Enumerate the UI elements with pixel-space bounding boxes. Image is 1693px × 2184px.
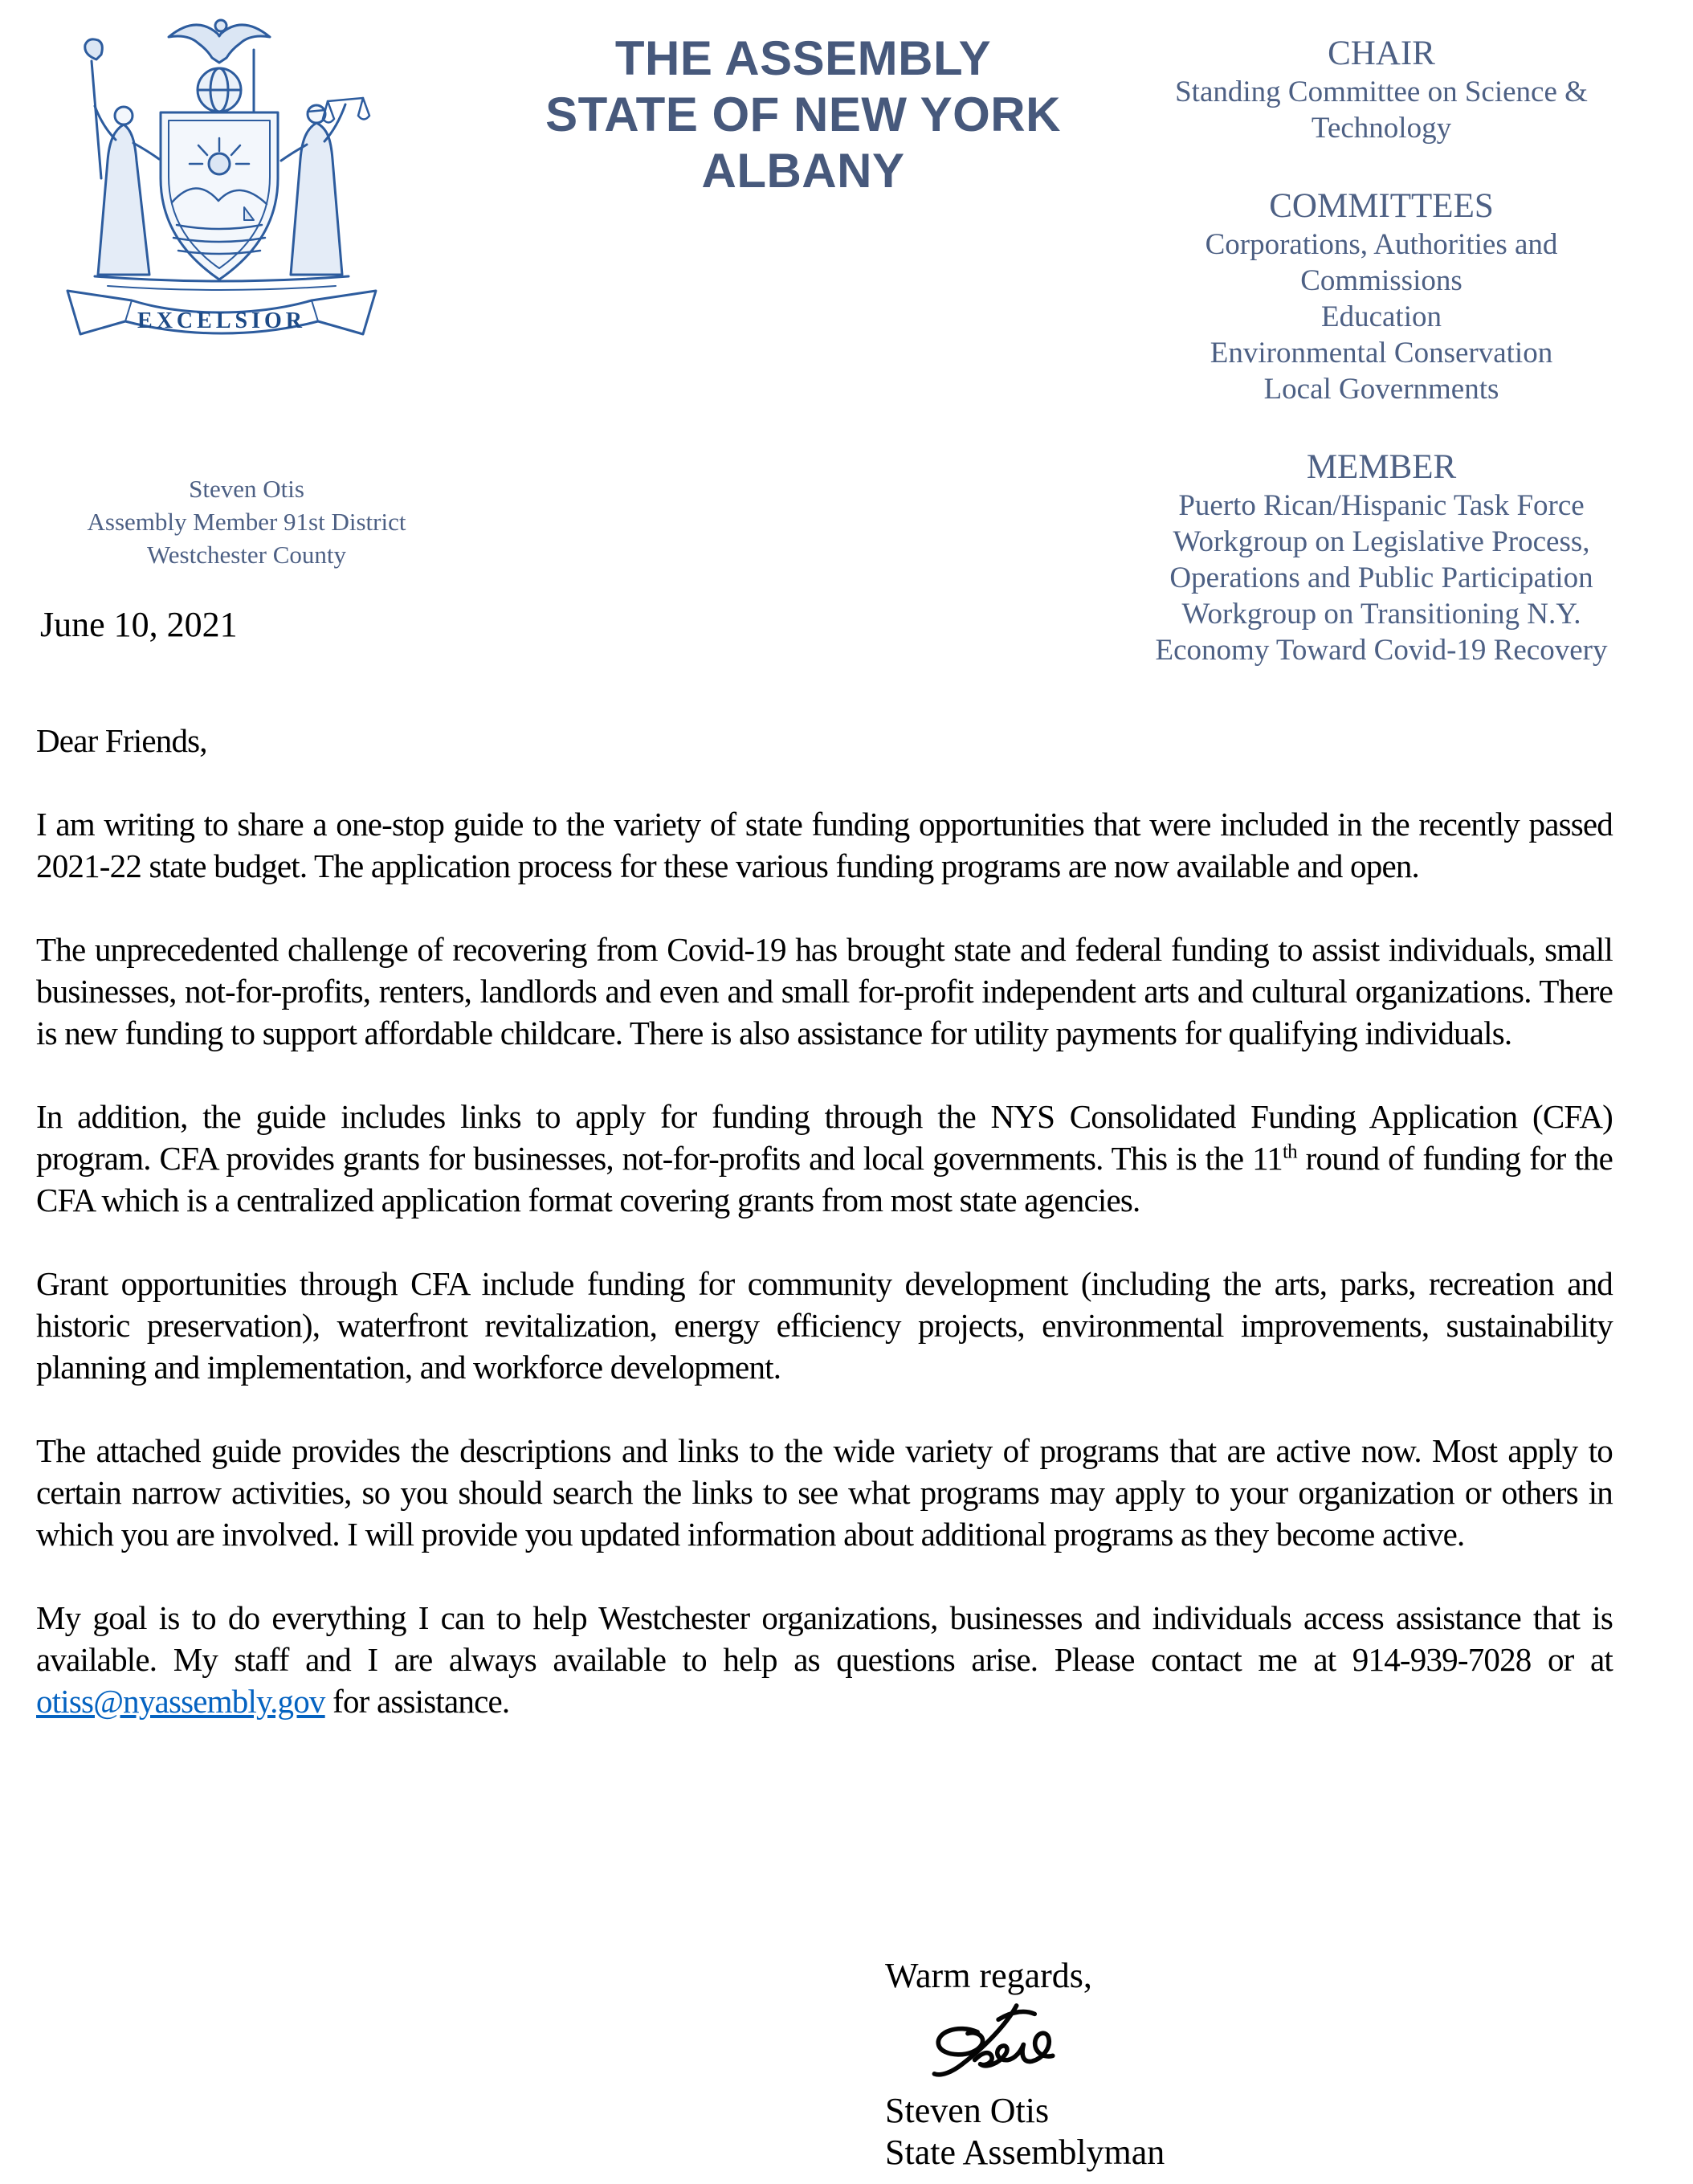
liberty-cap (85, 39, 103, 59)
title-line-albany: ALBANY (701, 144, 905, 198)
committee-line: Education (1320, 300, 1442, 333)
chair-line: Standing Committee on Science & (1175, 76, 1588, 108)
member-info-block (70, 472, 423, 571)
liberty-figure (115, 107, 133, 125)
member-line: Economy Toward Covid-19 Recovery (1155, 634, 1608, 667)
member-line: Puerto Rican/Hispanic Task Force (1178, 489, 1585, 522)
member-line: Workgroup on Legislative Process, (1173, 525, 1590, 558)
member-name: Steven Otis (189, 475, 304, 503)
member-district: Assembly Member 91st District (87, 508, 406, 536)
paragraph-5: The attached guide provides the descriptions and links to the wide variety of programs that are active now. Most apply to certain narrow activities, so you should search the links to see what programs may apply to your organization or others in which you are involved. I will provide you updated information about additional programs as they become active. (36, 1432, 1613, 1553)
paragraph-4: Grant opportunities through CFA include funding for community development (including the arts, parks, recreation and historic preservation), waterfront revitalization, energy efficiency projects, environmental improvements, sustainability planning and implementation, and workforce development. (36, 1265, 1613, 1386)
ny-state-seal-image (47, 10, 397, 373)
paragraph-1: I am writing to share a one-stop guide to the variety of state funding opportunities that were included in the recently passed 2021-22 state budget. The application process for these various funding programs are now available and open. (36, 806, 1613, 884)
paragraph-3 (36, 1096, 1613, 1221)
committee-line: Commissions (1300, 264, 1463, 297)
title-line-state: STATE OF NEW YORK (545, 88, 1061, 141)
member-line: Operations and Public Participation (1169, 561, 1593, 594)
committee-line: Local Governments (1263, 373, 1499, 406)
committees-heading: COMMITTEES (1269, 187, 1494, 225)
paragraph-2: The unprecedented challenge of recovering from Covid-19 has brought state and federal funding to assist individuals, small businesses, not-for-profits, renters, landlords and even and small for-profit independent arts and cultural organizations. There is new funding to support affordable childcare. There is also assistance for utility payments for qualifying individuals. (36, 931, 1613, 1051)
committee-line: Environmental Conservation (1210, 337, 1553, 369)
paragraph-6 (36, 1597, 1613, 1722)
committee-line: Corporations, Authorities and (1205, 228, 1558, 261)
closing-block (885, 1955, 1165, 2174)
title-line-assembly: THE ASSEMBLY (614, 31, 992, 85)
sun-icon (209, 153, 230, 174)
letterhead-title (490, 31, 1116, 199)
closing-regards: Warm regards, (885, 1956, 1092, 1995)
signature-steve (896, 2000, 1081, 2084)
chair-line: Technology (1311, 112, 1452, 145)
ordinal-superscript: th (1283, 1141, 1297, 1163)
signer-name: Steven Otis (885, 2091, 1050, 2130)
eagle-head (215, 20, 226, 31)
committees-column (1124, 34, 1638, 668)
member-line: Workgroup on Transitioning N.Y. (1181, 598, 1581, 631)
letter-date: June 10, 2021 (40, 605, 238, 644)
scales-icon (323, 98, 369, 123)
salutation: Dear Friends, (36, 722, 207, 759)
seal-motto: EXCELSIOR (137, 308, 306, 333)
member-county: Westchester County (146, 541, 347, 569)
member-heading: MEMBER (1306, 448, 1457, 486)
paragraph-6-text: My goal is to do everything I can to help Westchester organizations, businesses and individuals access assistance that is available. My staff and I are always available to help as questions arise. Please contact me at 914-939-7028 or at (36, 1599, 1613, 1678)
chair-heading: CHAIR (1328, 35, 1435, 72)
signer-title: State Assemblyman (885, 2133, 1165, 2172)
justice-figure (308, 105, 325, 123)
email-link[interactable]: otiss@nyassembly.gov (36, 1683, 325, 1720)
paragraph-6-text: for assistance. (324, 1683, 510, 1720)
letter-body (36, 720, 1613, 1764)
paragraph-3-text: round of funding for the CFA which is a centralized application format covering grants from most state agencies. (36, 1140, 1613, 1219)
paragraph-3-text: In addition, the guide includes links to apply for funding through the NYS Consolidated Funding Application (CFA) program. CFA provides grants for businesses, not-for-profits and local governments. This is the 11 (36, 1098, 1613, 1177)
